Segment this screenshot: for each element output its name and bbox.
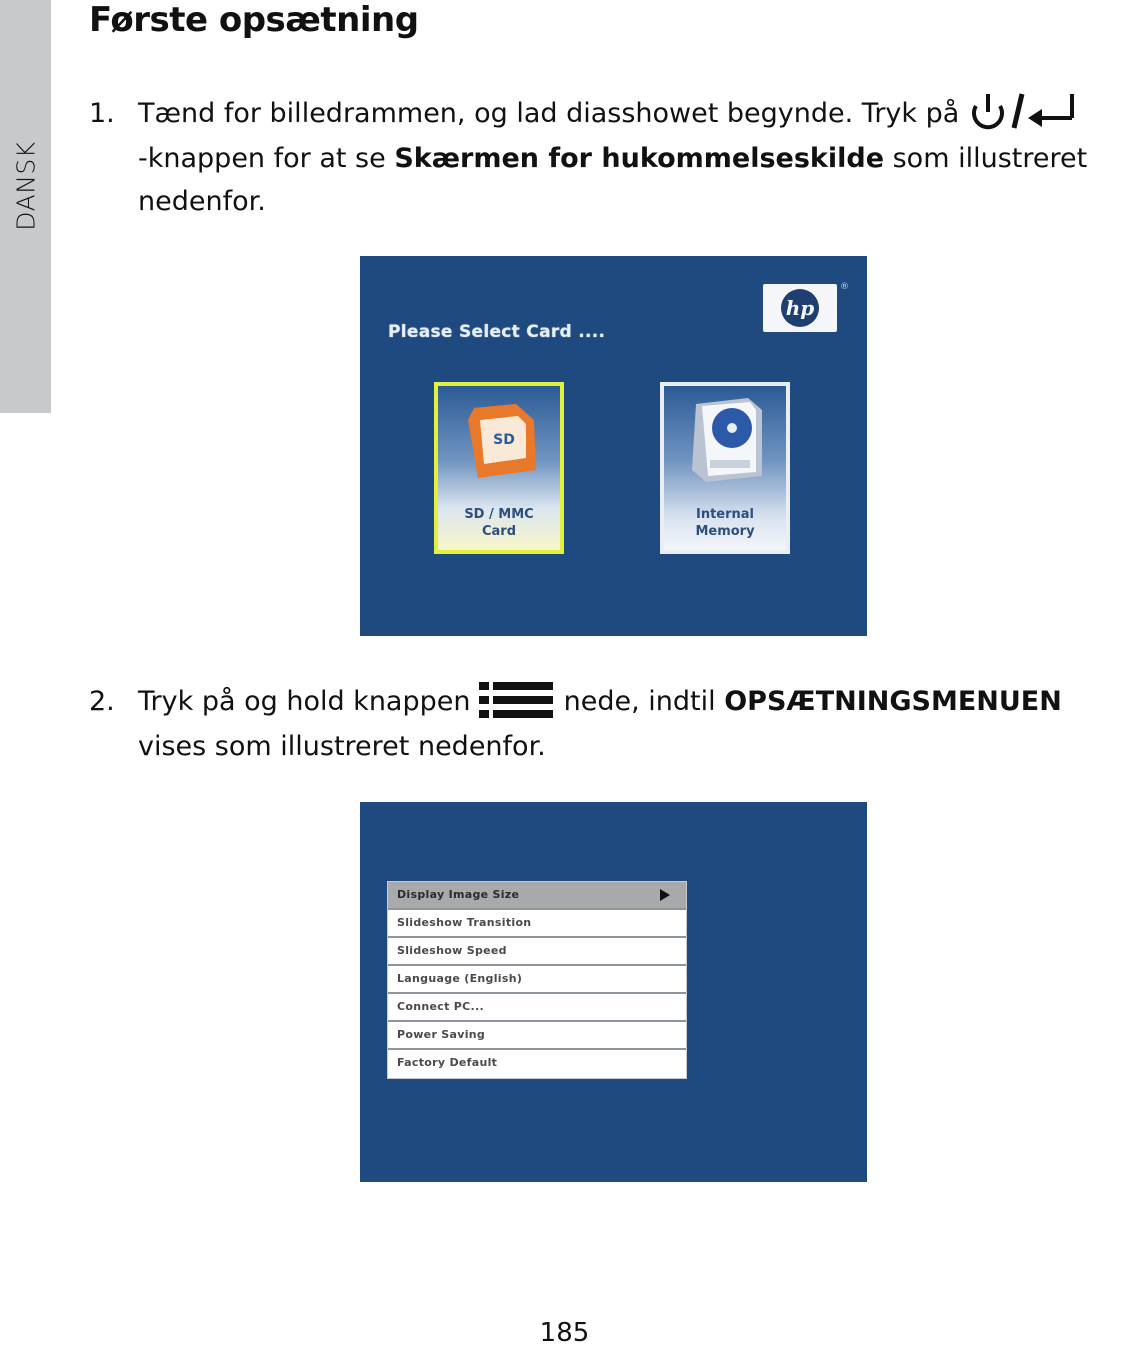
page-number: 185 bbox=[539, 1318, 590, 1348]
menu-item-factory-default[interactable]: Factory Default bbox=[397, 1056, 498, 1069]
menu-list-icon bbox=[479, 680, 555, 725]
step-text-part: vises som illustreret nedenfor. bbox=[138, 731, 546, 762]
step-text-part: Tryk på og hold knappen bbox=[138, 686, 480, 717]
step-number: 2. bbox=[89, 686, 115, 717]
menu-item-slideshow-speed[interactable]: Slideshow Speed bbox=[388, 938, 686, 966]
setup-menu-list bbox=[388, 882, 686, 1078]
hard-drive-icon bbox=[682, 394, 772, 490]
language-side-tab-label: DANSK bbox=[11, 141, 41, 231]
language-side-tab-label-wrap bbox=[0, 0, 51, 413]
menu-item-connect-pc[interactable]: Connect PC... bbox=[388, 994, 686, 1022]
internal-memory-label: Internal Memory bbox=[695, 507, 755, 539]
memory-source-screen bbox=[360, 256, 867, 636]
sd-card-icon bbox=[456, 400, 546, 490]
step-text-part: Tænd for billedrammen, og lad diasshowet begynde. Tryk på bbox=[138, 98, 968, 129]
step-text-part: som illustreret nedenfor. bbox=[138, 143, 1088, 217]
menu-item-power-saving[interactable]: Power Saving bbox=[388, 1022, 686, 1050]
menu-item-slideshow-transition[interactable]: Slideshow Transition bbox=[388, 910, 686, 938]
setup-menu-screen bbox=[360, 802, 867, 1182]
hp-logo-icon bbox=[763, 284, 837, 332]
svg-text:hp: hp bbox=[785, 296, 815, 320]
menu-item-language[interactable]: Language (English) bbox=[388, 966, 686, 994]
sd-mmc-card-option[interactable] bbox=[434, 382, 564, 554]
page-title: Første opsætning bbox=[89, 0, 419, 40]
step-text-part: nede, indtil bbox=[555, 686, 725, 717]
internal-memory-option[interactable] bbox=[660, 382, 790, 554]
menu-item-display-image-size[interactable]: Display Image Size bbox=[388, 882, 686, 910]
submenu-arrow-icon bbox=[660, 889, 670, 901]
power-enter-icon bbox=[968, 92, 1078, 137]
step-text-part: -knappen for at se bbox=[138, 143, 395, 174]
svg-text:SD: SD bbox=[493, 432, 515, 448]
step-number: 1. bbox=[89, 98, 115, 129]
sd-mmc-card-label: SD / MMC Card bbox=[464, 507, 534, 539]
step-text bbox=[138, 92, 1128, 223]
step-text-bold: OPSÆTNINGSMENUEN bbox=[724, 686, 1062, 717]
step-text bbox=[138, 680, 1128, 768]
registered-mark: ® bbox=[840, 282, 849, 292]
step-text-bold: Skærmen for hukommelseskilde bbox=[394, 143, 885, 174]
select-card-title: Please Select Card .... bbox=[388, 322, 606, 342]
